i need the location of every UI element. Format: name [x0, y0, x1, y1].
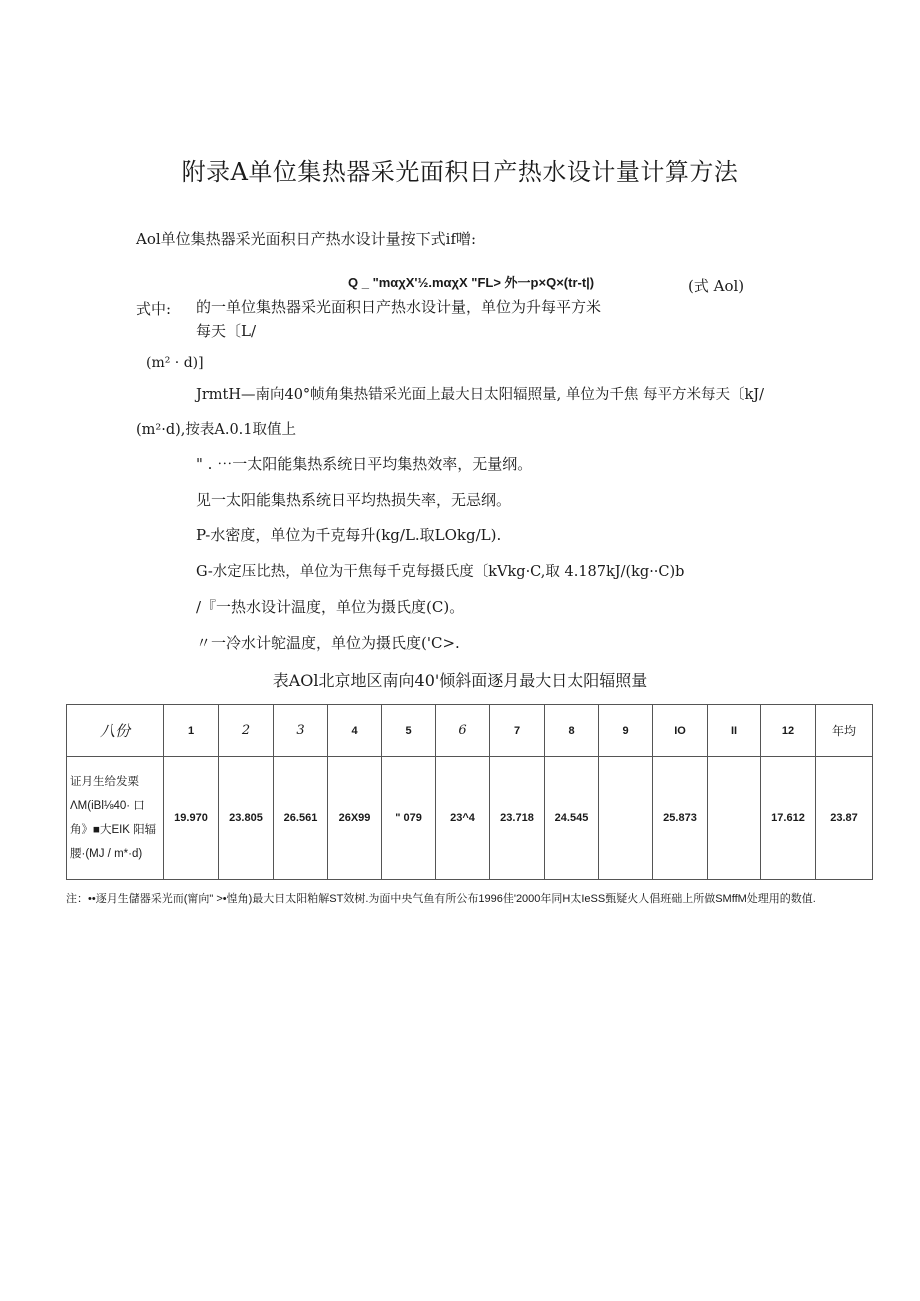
year-value-cell: 23.87 — [816, 757, 873, 880]
year-header: 年均 — [816, 705, 873, 757]
value-cell: 24.545 — [545, 757, 599, 880]
table-note: 注：••逐月生儲器采光而(甯向" >•惶角)最大日太阳粕解ST效树.为面中央气鱼有所公布1996佳'2000年同H太IeSS甄疑火人倡班础上所做SMffM处理用的数值. — [66, 893, 816, 905]
value-cell: 26X99 — [328, 757, 382, 880]
value-cell: " 079 — [382, 757, 436, 880]
definition-line: 的一单位集热器采光面积日产热水设计量，单位为升每平方米 — [196, 298, 602, 316]
month-cell: 12 — [761, 705, 816, 757]
month-cell: IO — [653, 705, 708, 757]
radiation-table — [66, 704, 873, 880]
definition-line: (m²·d),按表A.0.1取值上 — [136, 422, 297, 438]
month-cell: 7 — [490, 705, 545, 757]
row-header-line: ΛM(iBl⅛40· 口 — [70, 800, 145, 812]
definition-line: (m² · d)] — [146, 355, 204, 371]
month-cell: 3 — [274, 705, 328, 757]
table-caption: 表AOl北京地区南向40'倾斜面逐月最大日太阳辐照量 — [272, 671, 648, 690]
month-cell: 5 — [382, 705, 436, 757]
definition-line: JrmtH—南向40°帧角集热错采光面上最大日太阳辐照量, 单位为千焦 每平方米每天〔kJ/ — [196, 387, 764, 403]
definition-line: P-水密度，单位为千克每升(kg/L.取LOkg/L). — [196, 526, 502, 544]
value-cell — [599, 757, 653, 880]
value-cell: 23.805 — [219, 757, 274, 880]
where-label: 式中: — [136, 300, 172, 318]
definition-line: 见一太阳能集热系统日平均热损失率，无忌纲。 — [196, 491, 512, 509]
month-cell: II — [708, 705, 761, 757]
definition-line: G-水定压比热，单位为干焦每千克每摄氏度〔kVkg·C,取 4.187kJ/(kg··C)b — [196, 564, 685, 580]
definition-line: 〃一冷水计鸵温度，单位为摄氏度('C>. — [196, 634, 460, 652]
value-cell: 19.970 — [164, 757, 219, 880]
value-cell: 26.561 — [274, 757, 328, 880]
table-row — [67, 757, 873, 880]
month-cell: 4 — [328, 705, 382, 757]
month-cell: 2 — [219, 705, 274, 757]
month-cell: 1 — [164, 705, 219, 757]
formula-label: (式 Aol) — [688, 277, 745, 295]
row-header-line: 角》■大EIK 阳辐 — [70, 824, 157, 836]
month-header: 八份 — [67, 705, 164, 757]
table-header-row — [67, 705, 873, 757]
row-header-line: 证月生给发栗 — [70, 776, 139, 788]
intro-paragraph: Aol单位集热器采光面积日产热水设计量按下式if噌: — [136, 230, 477, 248]
definition-line: /『一热水设计温度，单位为摄氏度(C)。 — [196, 598, 465, 616]
formula: Q _ "mαχX'½.mαχX "FL> 外一p×Q×(tr-t|) — [348, 275, 595, 290]
month-cell: 6 — [436, 705, 490, 757]
row-header — [67, 757, 164, 880]
row-header-line: 腰·(MJ / m*·d) — [70, 848, 143, 860]
page-title: 附录A单位集热器采光面积日产热水设计量计算方法 — [181, 158, 739, 186]
value-cell: 23.718 — [490, 757, 545, 880]
month-cell: 9 — [599, 705, 653, 757]
definition-line: " . ⋯一太阳能集热系统日平均集热效率，无量纲。 — [196, 455, 533, 473]
value-cell — [708, 757, 761, 880]
definition-line: 每天〔L/ — [196, 322, 257, 340]
value-cell: 25.873 — [653, 757, 708, 880]
value-cell: 17.612 — [761, 757, 816, 880]
value-cell: 23^4 — [436, 757, 490, 880]
month-cell: 8 — [545, 705, 599, 757]
